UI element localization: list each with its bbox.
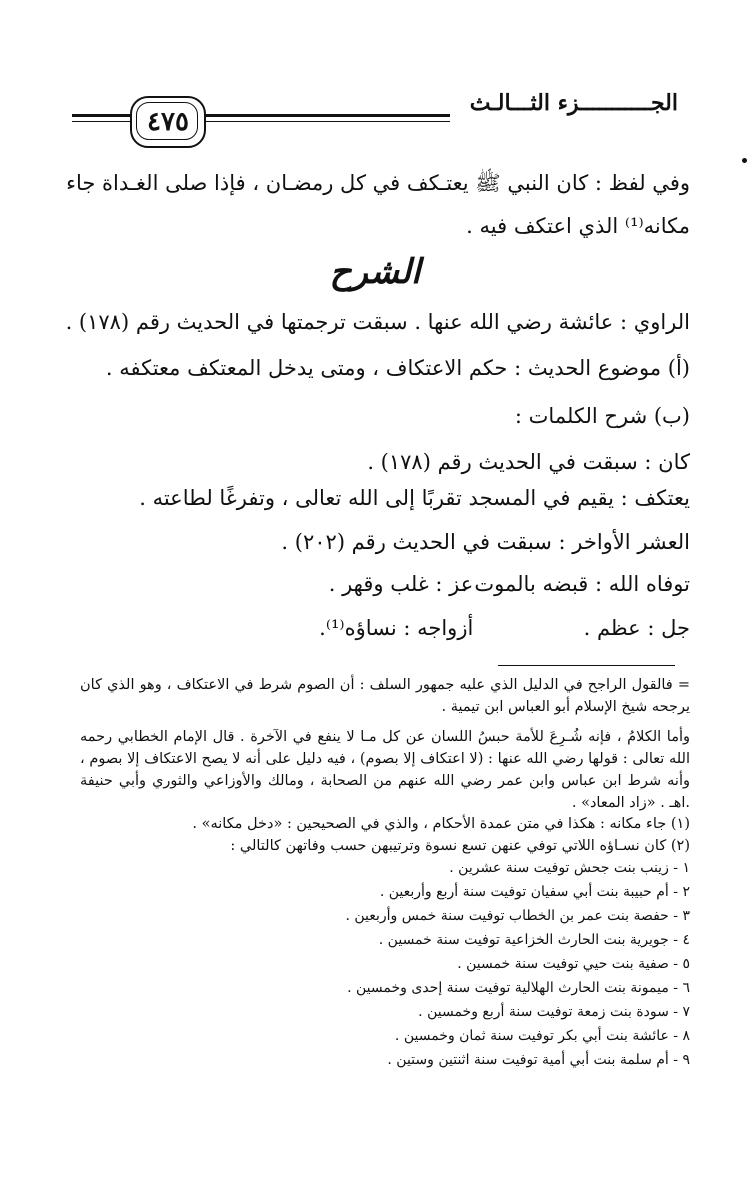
def-jalla: جل : عظم .: [583, 616, 690, 640]
intro-line-1: وفي لفظ : كان النبي ﷺ يعتـكف في كل رمضـان ، فإذا صلى الغـداة جاء: [66, 171, 690, 195]
wife-item-2: ٢ - أم حبيبة بنت أبي سفيان توفيت سنة أربع وأربعين .: [379, 884, 690, 900]
intro-line-2: مكانه⁽¹⁾ الذي اعتكف فيه .: [466, 214, 690, 238]
wife-item-3: ٣ - حفصة بنت عمر بن الخطاب توفيت سنة خمس وأربعين .: [345, 908, 690, 924]
words-heading: (ب) شرح الكلمات :: [514, 404, 690, 428]
margin-dot: [742, 158, 747, 163]
footnote-2: (٢) كان نسـاؤه اللاتي توفي عنهن تسع نسوة وترتيبهن حسب وفاتهن كالتالي :: [230, 838, 690, 854]
footnote-continuation: = فالقول الراجح في الدليل الذي عليه جمهور السلف : أن الصوم شرط في الاعتكاف ، وهو الذي كان يرجحه شيخ الإسلام أبو العباس ابن تيمية .: [80, 677, 690, 715]
page-number: ٤٧٥: [147, 107, 189, 137]
page-number-badge-inner-frame: [136, 102, 198, 140]
footnote-kalam: وأما الكلامُ ، فإنه شُـرِعَ للأمة حبسُ اللسان عن كل مـا لا ينفع في الآخرة . قال الإمام الخطابي رحمه الله تعالى : قولها رضي الله عنها : (لا اعتكاف إلا بصوم) ، فيه دليل على أنه لا يصح الاعتكاف إلا بصوم ، وأنه شرط ابن عباس وابن عمر رضي الله عنهم من الصحابة ، ومالك والأوزاعي والثوري وأبي حنيفة .اهـ . «زاد المعاد» .: [80, 729, 690, 811]
footnote-1: (١) جاء مكانه : هكذا في متن عمدة الأحكام ، والذي في الصحيحين : «دخل مكانه» .: [192, 816, 690, 832]
header-rule-left-thick: [72, 114, 130, 117]
footnote-separator: [498, 665, 675, 666]
wife-item-6: ٦ - ميمونة بنت الحارث الهلالية توفيت سنة إحدى وخمسين .: [347, 980, 690, 996]
word-yatakif: يعتكف : يقيم في المسجد تقربًا إلى الله تعالى ، وتفرغًا لطاعته .: [139, 486, 690, 510]
wife-item-8: ٨ - عائشة بنت أبي بكر توفيت سنة ثمان وخمسين .: [394, 1028, 690, 1044]
topic-line: (أ) موضوع الحديث : حكم الاعتكاف ، ومتى يدخل المعتكف معتكفه .: [105, 356, 690, 380]
word-ashr: العشر الأواخر : سبقت في الحديث رقم (٢٠٢) .: [281, 530, 690, 554]
definitions-row-1: [329, 572, 690, 596]
def-azza: عز : غلب وقهر .: [328, 572, 474, 596]
def-tawaffahu: توفاه الله : قبضه بالموت .: [461, 572, 690, 596]
wife-item-1: ١ - زينب بنت جحش توفيت سنة عشرين .: [449, 860, 690, 876]
running-header: الجـــــــــــزء الثـــالـث: [469, 90, 678, 116]
header-rule-left-thin: [72, 121, 130, 122]
wife-item-7: ٧ - سودة بنت زمعة توفيت سنة أربع وخمسين .: [418, 1004, 690, 1020]
narrator-line: الراوي : عائشة رضي الله عنها . سبقت ترجمتها في الحديث رقم (١٧٨) .: [65, 310, 690, 334]
wife-item-9: ٩ - أم سلمة بنت أبي أمية توفيت سنة اثنتين وستين .: [387, 1052, 690, 1068]
word-kana: كان : سبقت في الحديث رقم (١٧٨) .: [367, 450, 690, 474]
header-rule-right-thin: [202, 121, 450, 122]
wife-item-5: ٥ - صفية بنت حيي توفيت سنة خمسين .: [457, 956, 690, 972]
definitions-row-2: [319, 616, 690, 640]
wife-item-4: ٤ - جويرية بنت الحارث الخزاعية توفيت سنة خمسين .: [378, 932, 690, 948]
section-title: الشرح: [329, 252, 421, 292]
header-rule-right-thick: [202, 114, 450, 117]
def-azwajuhu: أزواجه : نساؤه⁽¹⁾.: [319, 616, 474, 640]
